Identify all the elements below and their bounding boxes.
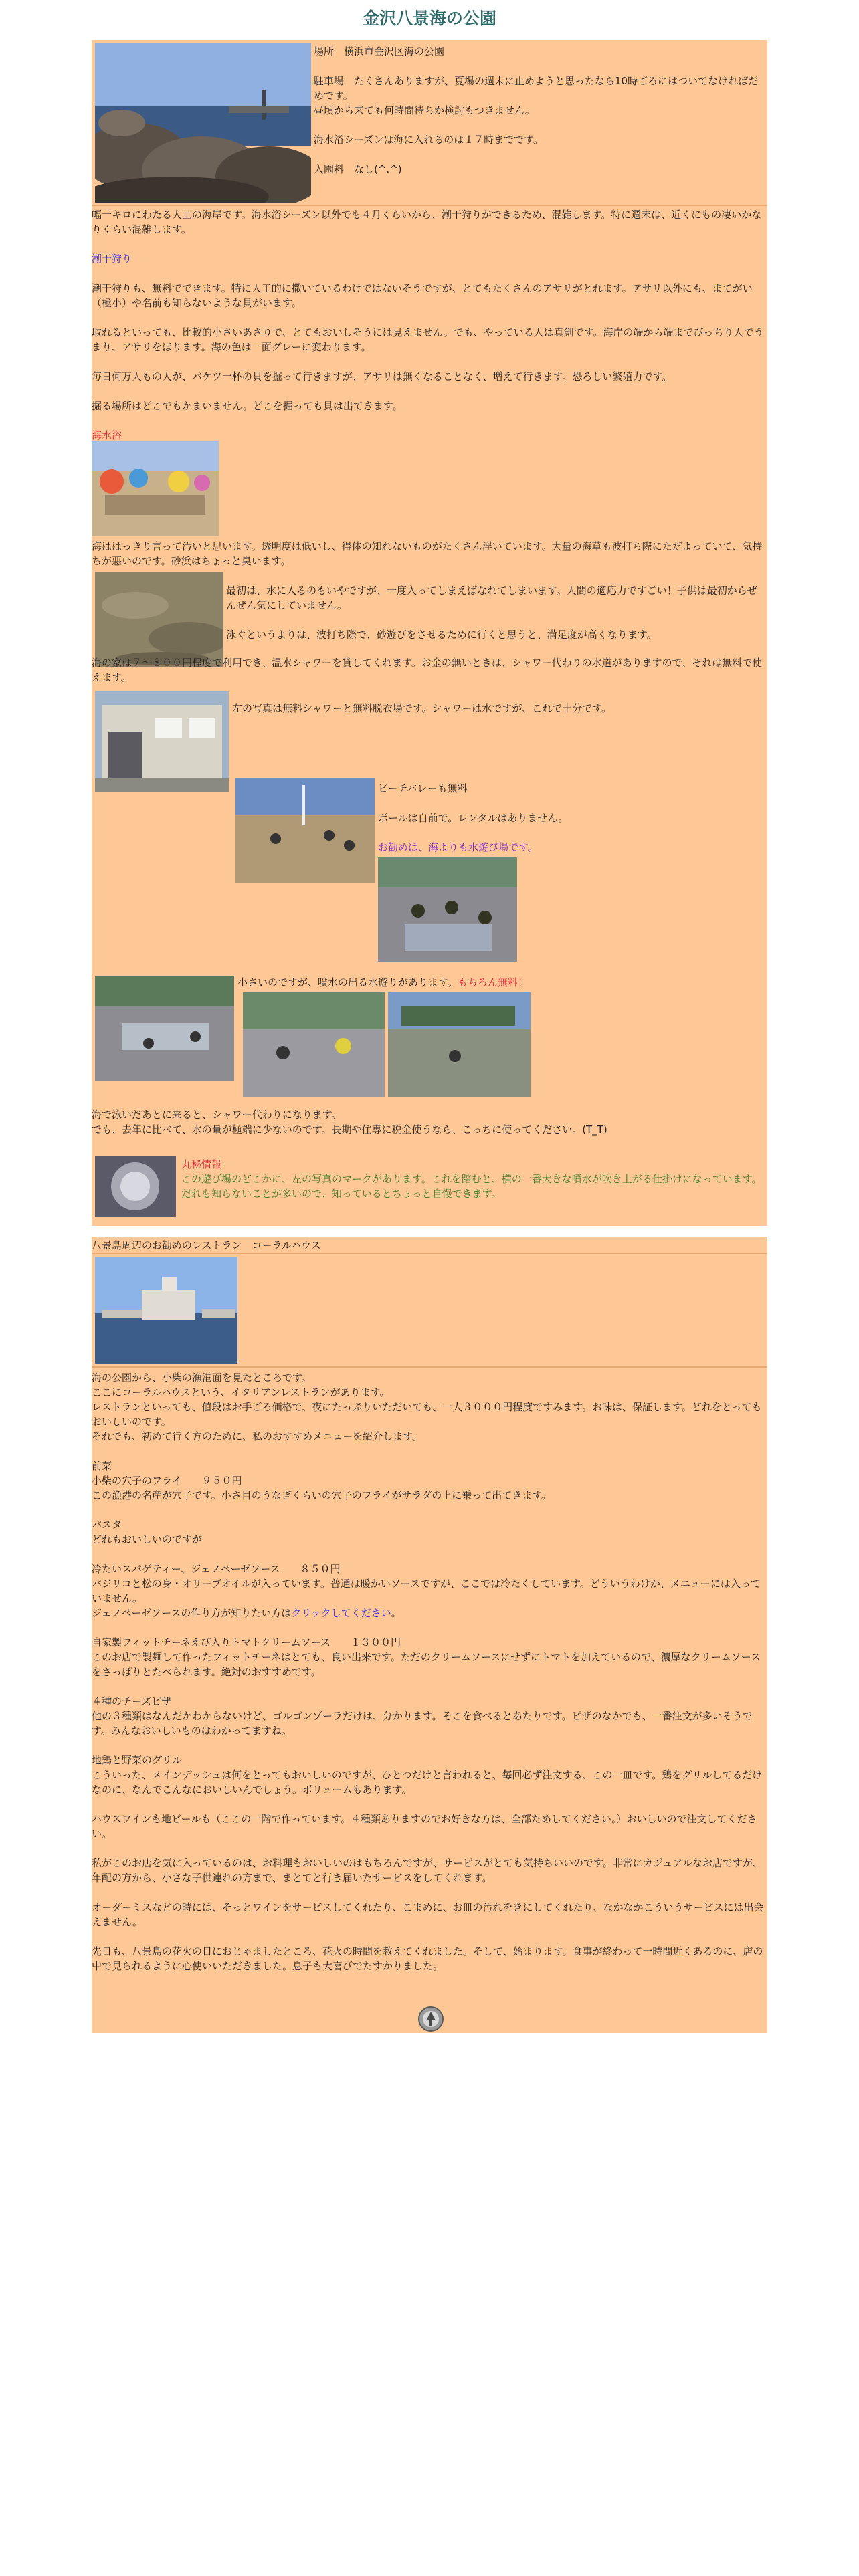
ball-text: ボールは自前で。レンタルはありません。 — [378, 812, 569, 824]
after-text-2: でも、去年に比べて、水の量が極端に少ないのです。長期や住専に税金使うなら、こっちに使ってください。(T_T) — [92, 1123, 607, 1136]
volley-text: ビーチバレーも無料 — [378, 782, 468, 794]
menu-starter-name: 小柴の穴子のフライ ９５０円 — [92, 1475, 242, 1487]
water-play-photo — [378, 857, 517, 962]
fee-text: 入園料 なし(^.^) — [314, 163, 402, 175]
divider — [92, 1253, 767, 1254]
intro-text: 幅一キロにわたる人工の海岸です。海水浴シーズン以外でも４月くらいから、潮干狩りができるため、混雑します。特に週末は、近くにもの凄いかなりくらい混雑します。 — [92, 209, 762, 235]
restaurant-p2: ここにコーラルハウスという、イタリアンレストランがあります。 — [92, 1386, 390, 1398]
recommend-text: お勧めは、海よりも水遊び場です。 — [378, 841, 538, 853]
shiohigari-p3: 毎日何万人もの人が、バケツ一杯の貝を掘って行きますが、アサリは無くなることなく、増えて行きます。恐ろしい繁殖力です。 — [92, 370, 672, 383]
divider — [92, 1366, 767, 1368]
kaisuiyoku-heading: 海水浴 — [92, 429, 122, 441]
restaurant-p1: 海の公園から、小柴の漁港面を見たところです。 — [92, 1372, 312, 1384]
restaurant-p4: それでも、初めて行く方のために、私のおすすめメニューを紹介します。 — [92, 1430, 422, 1442]
fountain-text — [237, 975, 764, 990]
fountain-photo-2 — [243, 992, 385, 1097]
shower-photo — [95, 691, 229, 792]
genovese-recipe-link[interactable]: クリックしてください — [291, 1607, 391, 1619]
fountain-text-a: 小さいのですが、噴水の出る水遊りがあります。 — [237, 976, 458, 988]
after-text-1: 海で泳いだあとに来ると、シャワー代わりになります。 — [92, 1109, 342, 1121]
secret-body: この遊び場のどこかに、左の写真のマークがあります。これを踏むと、横の一番大きな噴水が吹き上がる仕掛けになっています。 — [181, 1173, 762, 1185]
swim-season-text: 海水浴シーズンは海に入れるのは１７時までです。 — [314, 134, 544, 146]
divider — [92, 205, 767, 206]
menu-genovese-name: 冷たいスパゲティー、ジェノベーゼソース ８５０円 — [92, 1563, 341, 1575]
menu-fettuccine-name: 自家製フィットチーネえび入りトマトクリームソース １３００円 — [92, 1636, 401, 1648]
restaurant-p3: レストランといっても、値段はお手ごろ価格で、夜にたっぷりいただいても、一人３０００円程度ですみます。お味は、保証します。どれをとってもおいしいのです。 — [92, 1401, 762, 1428]
menu-genovese-link-line — [92, 1606, 767, 1620]
menu-pasta-desc: どれもおいしいのですが — [92, 1533, 203, 1545]
fountain-photo-3 — [388, 992, 531, 1097]
secret-note: だれも知らないことが多いので、知っているとちょっと自慢できます。 — [181, 1188, 502, 1200]
kaisuiyoku-p3: 泳ぐというよりは、波打ち際で、砂遊びをさせるために行くと思うと、満足度が高くなります。 — [226, 629, 657, 641]
parking-note: 昼頃から来ても何時間待ちか検討もつきません。 — [314, 104, 535, 116]
fountain-photo-1 — [95, 976, 234, 1081]
link-post-text: 。 — [391, 1607, 401, 1619]
shiohigari-p1: 潮干狩りも、無料でできます。特に人工的に撒いているわけではないそうですが、とてもたくさんのアサリがとれます。アサリ以外にも、まてがい（極小）や名前も知らないような貝がいます。 — [92, 282, 753, 309]
menu-pizza-name: ４種のチーズピザ — [92, 1695, 172, 1707]
menu-grill-name: 地鶏と野菜のグリル — [92, 1754, 183, 1766]
place-text: 場所 横浜市金沢区海の公園 — [314, 45, 445, 58]
park-panel — [92, 40, 767, 1226]
kaisuiyoku-p2: 最初は、水に入るのもいやですが、一度入ってしまえばなれてしまいます。人間の適応力ですごい！子供は最初からぜんぜん気にしていません。 — [226, 584, 757, 611]
comment-2: オーダーミスなどの時には、そっとワインをサービスしてくれたり、こまめに、お皿の汚れをきにしてくれたり、なかなかこういうサービスには出会えません。 — [92, 1901, 764, 1928]
comment-3: 先日も、八景島の花火の日におじゃましたところ、花火の時間を教えてくれました。そして、始まります。食事が終わって一時間近くあるのに、店の中で見られるように心使いいただきました。息子も大喜びでたすかりました。 — [92, 1945, 763, 1972]
secret-mark-photo — [95, 1156, 176, 1217]
wine-text: ハウスワインも地ビールも（ここの一階で作っています。４種類ありますのでお好きな方は、全部ためしてください。）おいしいので注文してください。 — [92, 1813, 757, 1840]
shiohigari-heading: 潮干狩り — [92, 253, 132, 265]
menu-pasta-title: パスタ — [92, 1519, 122, 1531]
menu-fettuccine-desc: このお店で製麺して作ったフィットチーネはとても、良い出来です。ただのクリームソースにせずにトマトを加えているので、濃厚なクリームソースをさっぱりとたべられます。絶対のおすすめです。 — [92, 1651, 761, 1678]
kaisuiyoku-p1: 海ははっきり言って汚いと思います。透明度は低いし、得体の知れないものがたくさん浮いています。大量の海草も波打ち際にただよっていて、気持ちが悪いのです。砂浜はちょっと臭います。 — [92, 540, 763, 567]
back-to-top-icon[interactable] — [417, 2006, 444, 2032]
beach-crowd-photo — [92, 441, 219, 536]
parking-text: 駐車場 たくさんありますが、夏場の週末に止めようと思ったなら10時ごろにはついてなければだめです。 — [314, 75, 759, 102]
secret-heading: 丸秘情報 — [181, 1158, 222, 1170]
menu-pizza-desc: 他の３種類はなんだかわからないけど、ゴルゴンゾーラだけは、分かります。そこを食べるとあたりです。ピザのなかでも、一番注文が多いそうです。みんなおいしいものはわかってますね。 — [92, 1710, 753, 1737]
shiohigari-p2: 取れるといっても、比較的小さいあさりで、とてもおいしそうには見えません。でも、やっている人は真剣です。海岸の端から端までびっちり人でうまり、アサリをほります。海の色は一面グレーに変わります。 — [92, 326, 764, 353]
shiohigari-p4: 掘る場所はどこでもかまいません。どこを掘っても貝は出てきます。 — [92, 400, 403, 412]
volleyball-photo — [235, 778, 375, 883]
link-pre-text: ジェノベーゼソースの作り方が知りたい方は — [92, 1607, 292, 1619]
kaisuiyoku-p4: 海の家は７〜８００円程度で利用でき、温水シャワーを貸してくれます。お金の無いときは、シャワー代わりの水道がありますので、それは無料で使えます。 — [92, 657, 763, 683]
menu-starter-desc: この漁港の名産が穴子です。小さ目のうなぎくらいの穴子のフライがサラダの上に乗って出てきます。 — [92, 1489, 552, 1501]
menu-genovese-desc: バジリコと松の身・オリーブオイルが入っています。普通は暖かいソースですが、ここでは冷たくしています。どういうわけか、メニューには入っていません。 — [92, 1578, 761, 1604]
sand-photo — [95, 572, 223, 667]
menu-starter-title: 前菜 — [92, 1460, 112, 1472]
seaside-rocks-photo — [95, 43, 311, 203]
restaurant-panel — [92, 1237, 767, 2033]
comment-1: 私がこのお店を気に入っているのは、お料理もおいしいのはもちろんですが、サービスがとても気持ちいいのです。非常にカジュアルなお店ですが、年配の方から、小さな子供連れの方まで、まとてと行き届いたサービスをしてくれます。 — [92, 1857, 763, 1884]
fountain-free-text: もちろん無料！ — [457, 976, 528, 988]
menu-grill-desc: こういった、メインデッシュは何をとってもおいしいのですが、ひとつだけと言われると、毎回必ず注文する、この一皿です。鶏をグリルしてるだけなのに、なんでこんなにおいしいんでしょう。ボリュームもあります。 — [92, 1769, 763, 1796]
harbor-photo — [95, 1257, 237, 1364]
page-title: 金沢八景海の公園 — [362, 9, 496, 28]
restaurant-heading: 八景島周辺のお勧めのレストラン コーラルハウス — [92, 1239, 321, 1251]
shower-caption: 左の写真は無料シャワーと無料脱衣場です。シャワーは水ですが、これで十分です。 — [232, 702, 612, 714]
